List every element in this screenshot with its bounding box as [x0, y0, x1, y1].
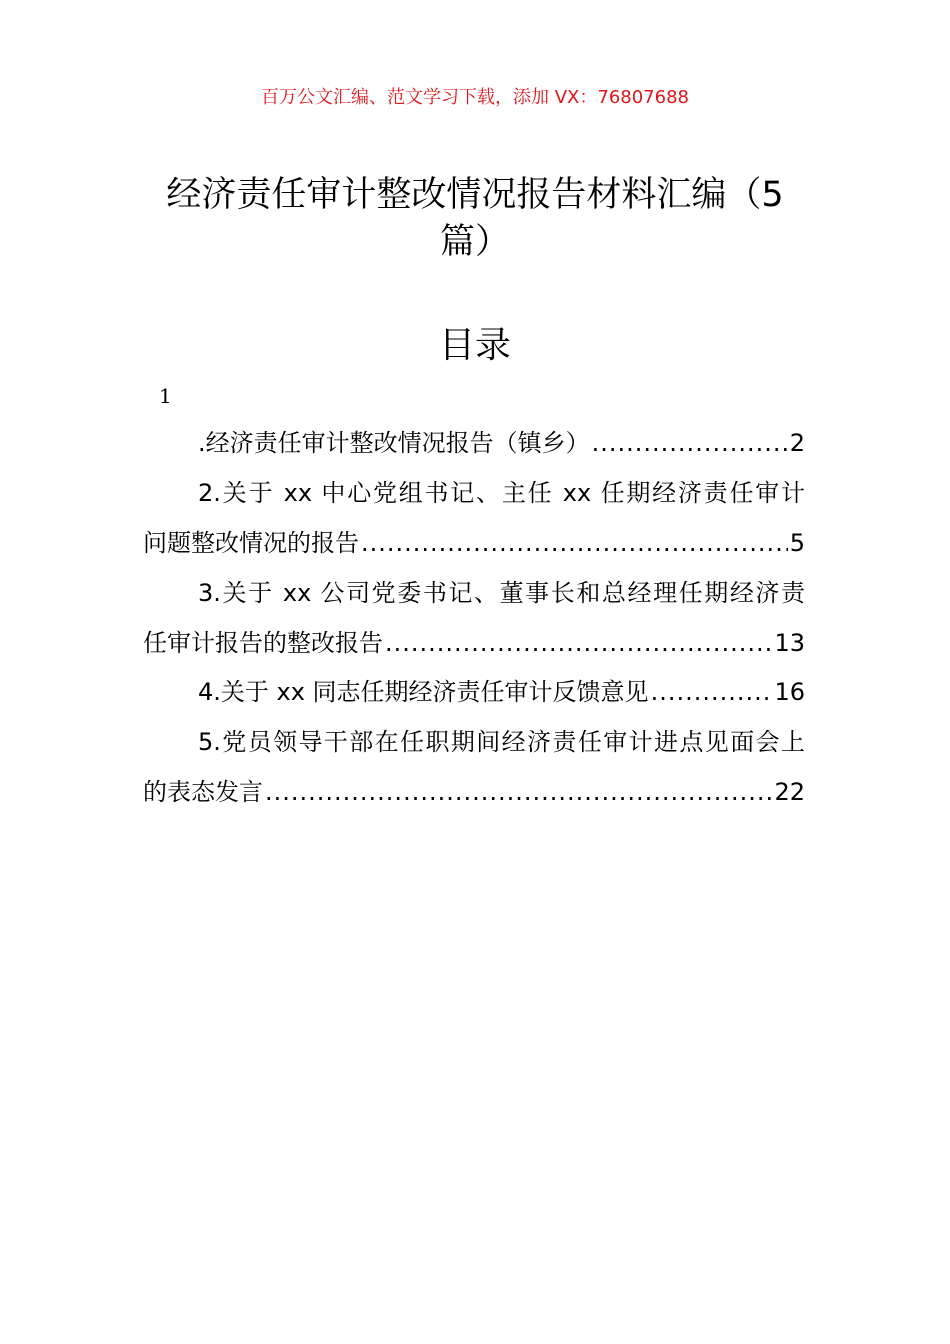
document-title [140, 172, 810, 266]
toc-entry-3-line-1[interactable] [143, 575, 805, 611]
toc-entry-3-line-2[interactable] [143, 625, 805, 661]
toc-heading: 目录 [438, 325, 511, 366]
toc-entry-5-page: 22 [774, 778, 805, 806]
toc-entry-2-line-1[interactable] [143, 475, 805, 511]
toc-entry-2-title-part-1: 2.关于 xx 中心党组书记、主任 xx 任期经济责任审计 [198, 479, 805, 507]
toc-entry-3-leader [385, 625, 772, 661]
toc-entry-1-leader [592, 425, 788, 461]
toc-entry-5-title-part-2: 的表态发言 [143, 778, 263, 806]
toc-entry-5-title-part-1: 5.党员领导干部在任职期间经济责任审计进点见面会上 [198, 728, 805, 756]
toc-entry-2-title-part-2: 问题整改情况的报告 [143, 529, 359, 557]
toc-entry-3-title-part-2: 任审计报告的整改报告 [143, 629, 383, 657]
toc-entry-3-page: 13 [774, 629, 805, 657]
toc-marker: 1 [159, 384, 172, 408]
document-title-line-1: 经济责任审计整改情况报告材料汇编（5 [166, 175, 784, 215]
toc-entry-3-title-part-1: 3.关于 xx 公司党委书记、董事长和总经理任期经济责 [198, 579, 805, 607]
header-note: 百万公文汇编、范文学习下载，添加 VX：76807688 [261, 87, 689, 108]
toc-entry-4[interactable] [143, 674, 805, 710]
toc-entry-2-page: 5 [789, 529, 805, 557]
toc-entry-1[interactable] [143, 425, 805, 461]
toc-entry-4-leader [651, 674, 773, 710]
toc-entry-1-page: 2 [789, 429, 805, 457]
toc-entry-4-title: 4.关于 xx 同志任期经济责任审计反馈意见 [198, 678, 649, 706]
toc-entry-5-leader [265, 774, 772, 810]
toc-entry-2-leader [361, 525, 788, 561]
toc-entry-4-page: 16 [774, 678, 805, 706]
toc-entry-2-line-2[interactable] [143, 525, 805, 561]
toc-entry-1-title: .经济责任审计整改情况报告（镇乡） [198, 429, 590, 457]
toc-entry-5-line-2[interactable] [143, 774, 805, 810]
toc-entry-5-line-1[interactable] [143, 724, 805, 760]
document-title-line-2: 篇） [439, 222, 510, 262]
